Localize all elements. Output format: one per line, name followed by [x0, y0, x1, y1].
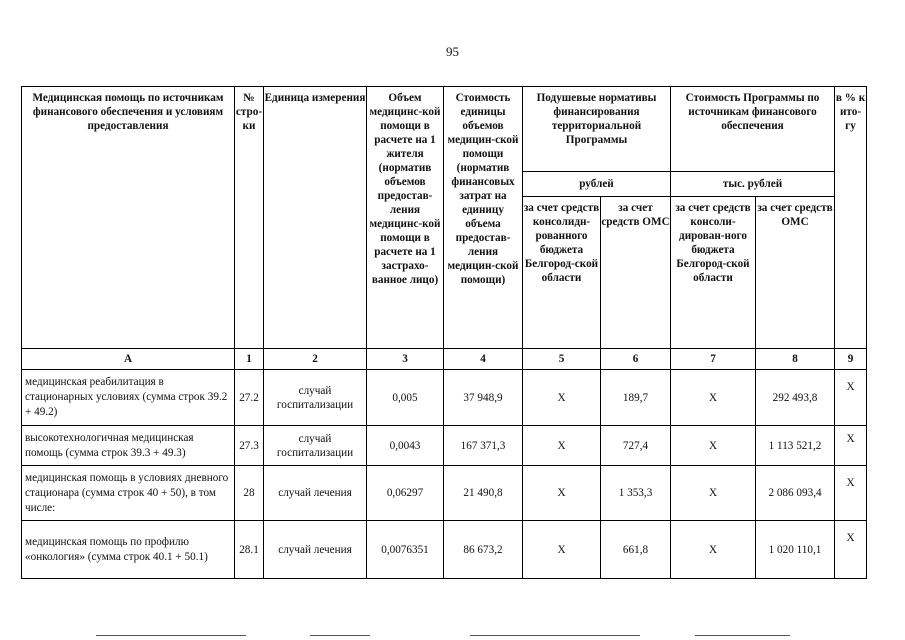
row-pc-budget: Х [523, 466, 601, 521]
scan-artifact-line [695, 635, 790, 636]
header-pc-budget: за счет средств консолидн-рованного бюджета Белгород-ской области [523, 197, 601, 349]
header-unit-cost: Стоимость единицы объемов медицин-ской помощи (норматив финансовых затрат на единицу объема предостав-ления медицин-ской помощи) [444, 87, 523, 349]
column-letter: 7 [671, 349, 756, 370]
row-cost-budget: Х [671, 466, 756, 521]
header-percent: в % к ито-гу [835, 87, 867, 349]
row-line-number: 27.3 [235, 426, 264, 466]
header-cost-budget: за счет средств консоли-дирован-ного бюджета Белгород-ской области [671, 197, 756, 349]
header-cost-oms: за счет средств ОМС [756, 197, 835, 349]
header-unit-thousand-rub: тыс. рублей [671, 172, 835, 197]
row-cost-oms: 2 086 093,4 [756, 466, 835, 521]
row-pc-budget: Х [523, 426, 601, 466]
row-name: медицинская помощь по профилю «онкология» (сумма строк 40.1 + 50.1) [22, 521, 235, 579]
table-row [22, 521, 867, 579]
row-percent: Х [835, 426, 867, 466]
table-row [22, 426, 867, 466]
row-unit-cost: 86 673,2 [444, 521, 523, 579]
row-name: высокотехнологичная медицинская помощь (сумма строк 39.3 + 49.3) [22, 426, 235, 466]
column-letter: 6 [601, 349, 671, 370]
header-volume: Объем медицинс-кой помощи в расчете на 1 жителя (норматив объемов предостав-ления медицинс-кой помощи в расчете на 1 застрахо-ванное лицо) [367, 87, 444, 349]
column-letter: 1 [235, 349, 264, 370]
row-pc-budget: Х [523, 370, 601, 426]
row-pc-budget: Х [523, 521, 601, 579]
row-unit: случай госпитализации [264, 370, 367, 426]
row-pc-oms: 1 353,3 [601, 466, 671, 521]
row-percent: Х [835, 370, 867, 426]
row-name: медицинская реабилитация в стационарных условиях (сумма строк 39.2 + 49.2) [22, 370, 235, 426]
header-unit-rub: рублей [523, 172, 671, 197]
column-letters-row [22, 349, 867, 370]
header-line-number: № стро-ки [235, 87, 264, 349]
row-cost-oms: 1 020 110,1 [756, 521, 835, 579]
table-row [22, 466, 867, 521]
row-unit-cost: 21 490,8 [444, 466, 523, 521]
column-letter: А [22, 349, 235, 370]
row-pc-oms: 189,7 [601, 370, 671, 426]
header-unit: Единица измерения [264, 87, 367, 349]
row-percent: Х [835, 521, 867, 579]
table-row [22, 370, 867, 426]
row-cost-oms: 292 493,8 [756, 370, 835, 426]
row-line-number: 28 [235, 466, 264, 521]
scan-artifact-line [470, 635, 640, 636]
page-number: 95 [446, 44, 459, 59]
row-cost-budget: Х [671, 370, 756, 426]
program-cost-table [21, 86, 867, 579]
row-cost-budget: Х [671, 521, 756, 579]
column-letter: 5 [523, 349, 601, 370]
row-line-number: 28.1 [235, 521, 264, 579]
header-per-capita-group: Подушевые нормативы финансирования территориальной Программы [523, 87, 671, 172]
row-unit: случай лечения [264, 521, 367, 579]
scan-artifact-line [310, 635, 370, 636]
row-volume: 0,0043 [367, 426, 444, 466]
row-unit: случай госпитализации [264, 426, 367, 466]
row-volume: 0,0076351 [367, 521, 444, 579]
row-pc-oms: 661,8 [601, 521, 671, 579]
row-volume: 0,06297 [367, 466, 444, 521]
row-percent: Х [835, 466, 867, 521]
scan-artifact-line [96, 635, 246, 636]
header-pc-oms: за счет средств ОМС [601, 197, 671, 349]
row-unit-cost: 167 371,3 [444, 426, 523, 466]
header-care-type: Медицинская помощь по источникам финансового обеспечения и условиям предоставления [22, 87, 235, 349]
header-program-cost-group: Стоимость Программы по источникам финансового обеспечения [671, 87, 835, 172]
row-unit: случай лечения [264, 466, 367, 521]
row-line-number: 27.2 [235, 370, 264, 426]
column-letter: 9 [835, 349, 867, 370]
row-cost-oms: 1 113 521,2 [756, 426, 835, 466]
column-letter: 2 [264, 349, 367, 370]
column-letter: 8 [756, 349, 835, 370]
row-volume: 0,005 [367, 370, 444, 426]
column-letter: 4 [444, 349, 523, 370]
row-pc-oms: 727,4 [601, 426, 671, 466]
row-cost-budget: Х [671, 426, 756, 466]
row-unit-cost: 37 948,9 [444, 370, 523, 426]
row-name: медицинская помощь в условиях дневного стационара (сумма строк 40 + 50), в том числе: [22, 466, 235, 521]
column-letter: 3 [367, 349, 444, 370]
